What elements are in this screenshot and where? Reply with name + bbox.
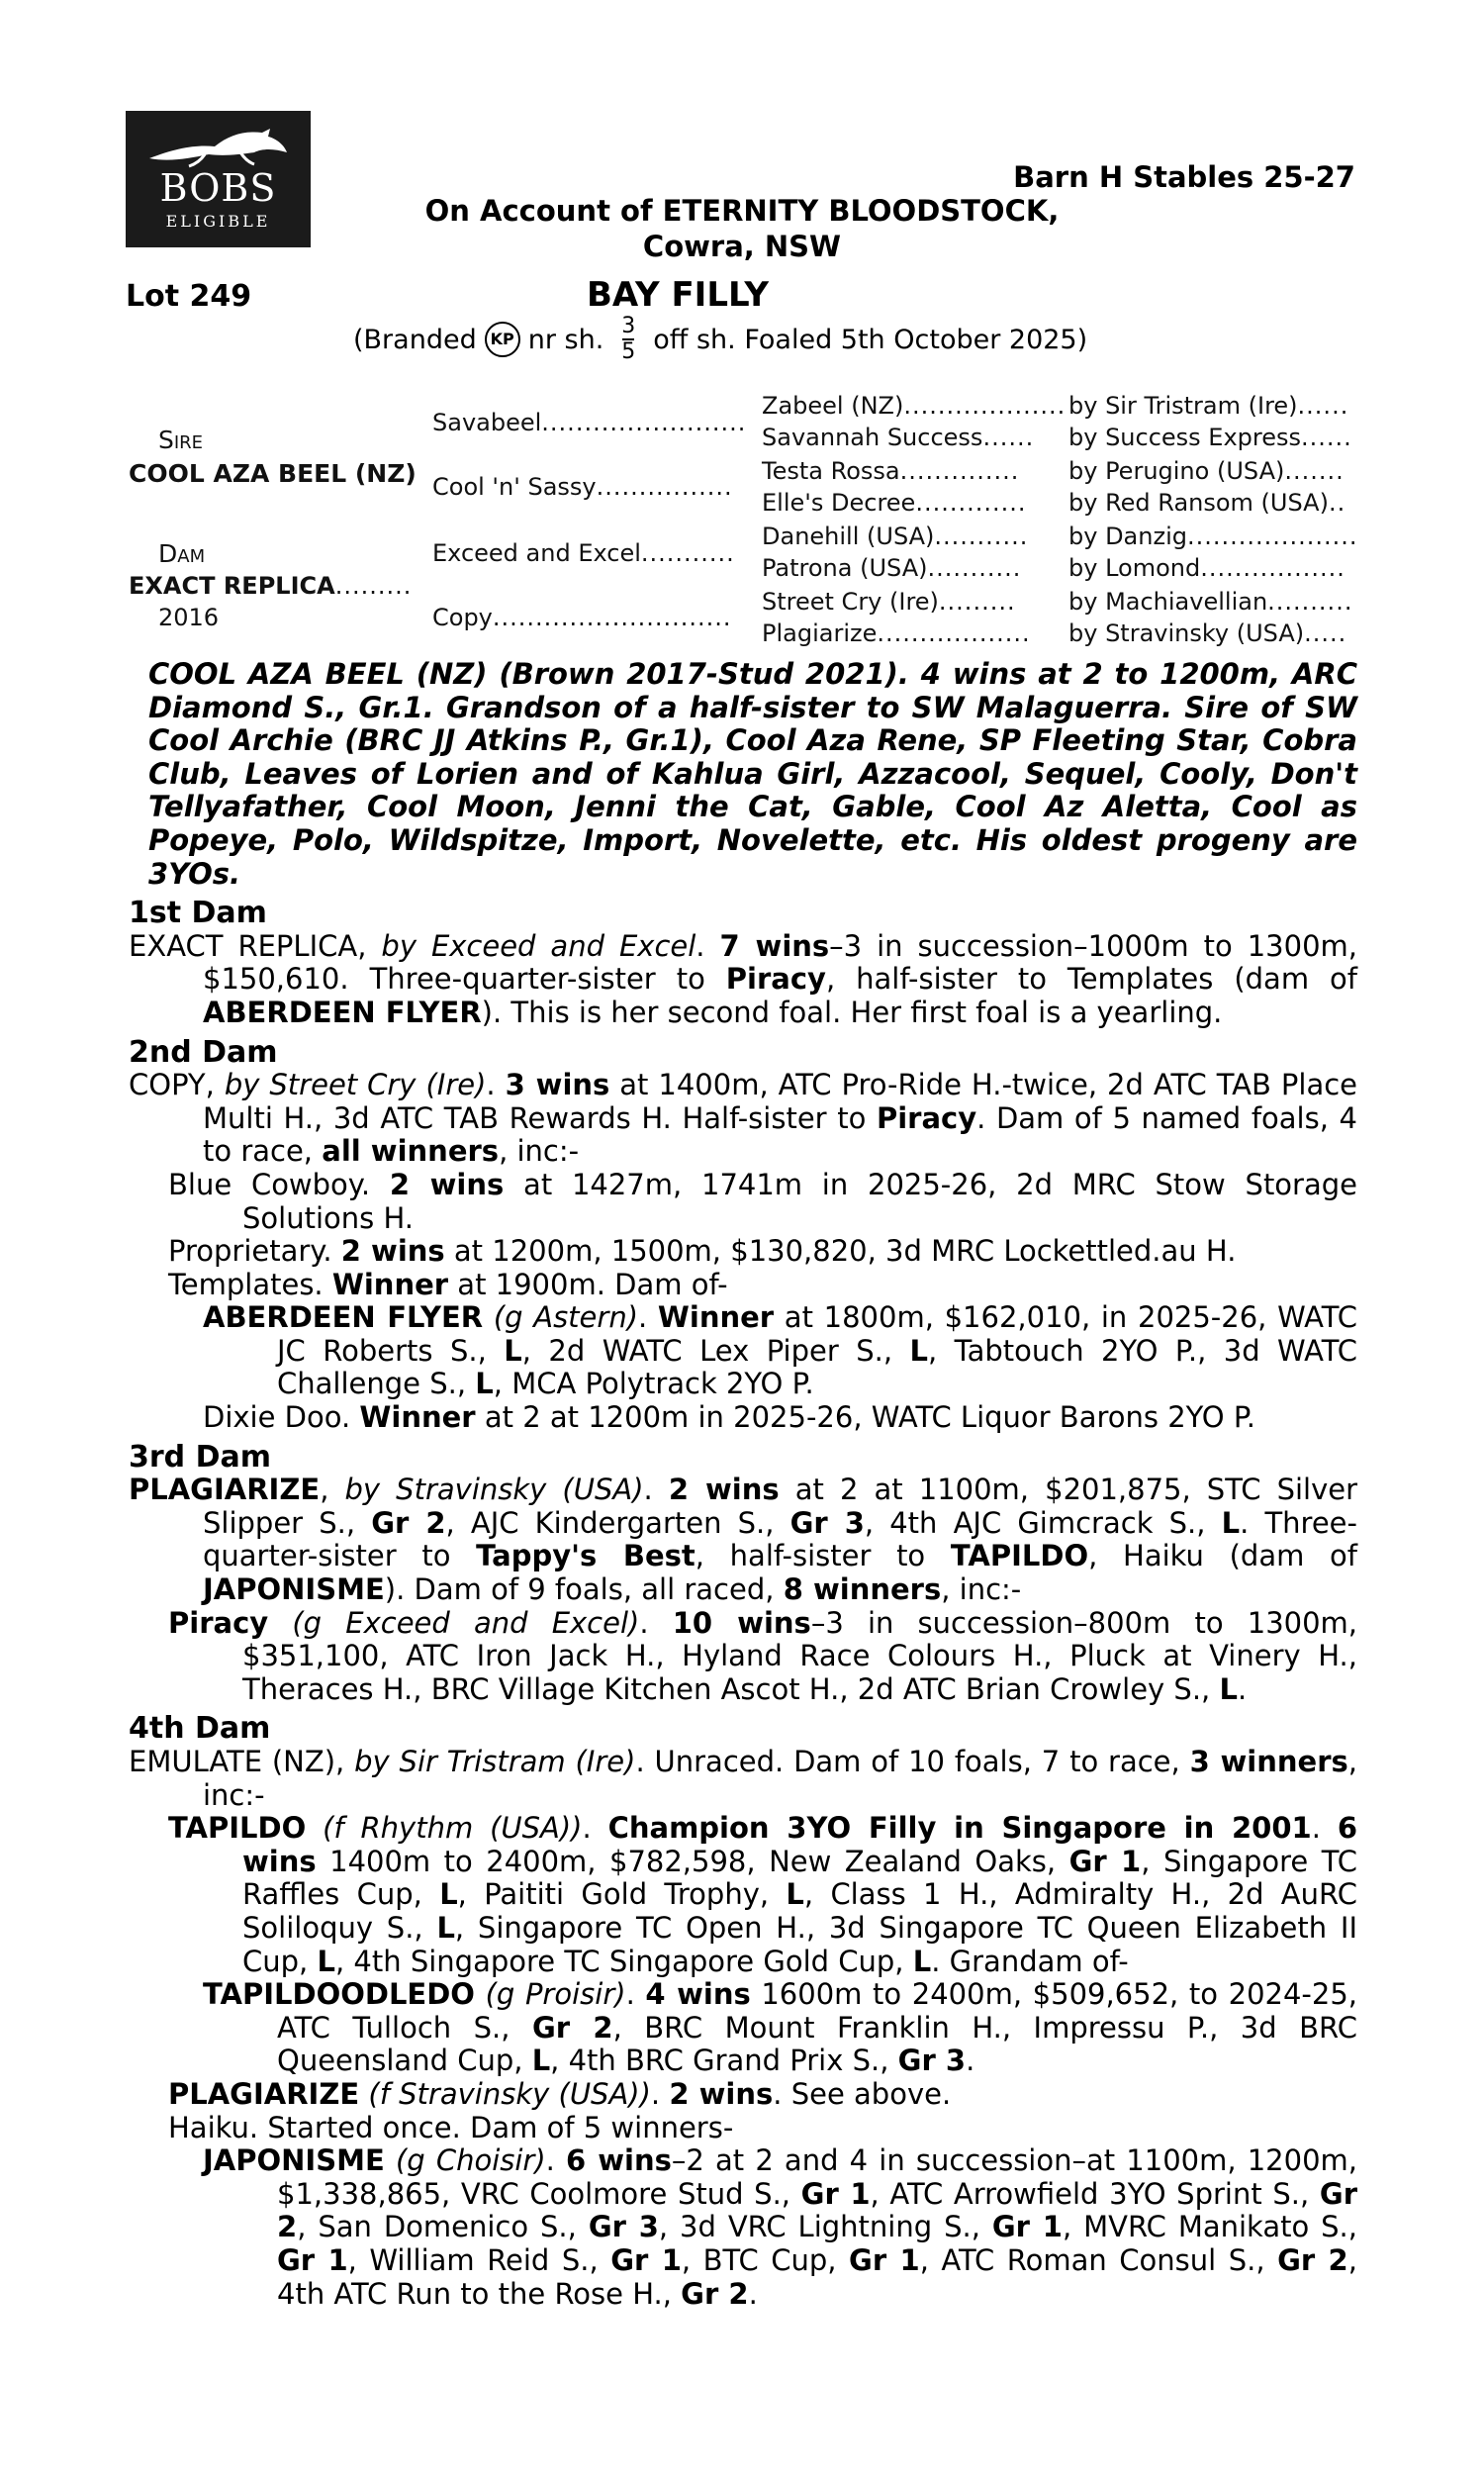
brand-post: off sh. Foaled 5th October 2025) — [653, 324, 1088, 355]
dam-sections — [129, 897, 1357, 2311]
pedigree-entry: TAPILDOODLEDO (g Proisir). 4 wins 1600m to 2400m, $509,652, to 2024-25, ATC Tulloch S., Gr 2, BRC Mount Franklin H., Impressu P., 3d BRC Queensland Cup, L, 4th BRC Grand Prix S., Gr 3. — [203, 1977, 1357, 2078]
sire-name: COOL AZA BEEL (NZ) — [129, 459, 417, 488]
gen3-3-sire: by Perugino (USA)....... — [1068, 457, 1345, 485]
gen3-4: Elle's Decree............. — [762, 489, 1027, 517]
lot-number: Lot 249 — [126, 279, 252, 314]
pedigree-entry: PLAGIARIZE (f Stravinsky (USA)). 2 wins. See above. — [168, 2076, 952, 2111]
section-heading: 1st Dam — [129, 896, 267, 931]
brand-fraction — [621, 315, 635, 364]
gen2-sire-dam: Cool 'n' Sassy................ — [432, 473, 733, 501]
brand-mark-icon: KP — [485, 322, 520, 357]
catalogue-body — [129, 658, 1357, 2311]
logo-brand-text: BOBS — [159, 166, 277, 210]
sire-note: COOL AZA BEEL (NZ) (Brown 2017-Stud 2021). 4 wins at 2 to 1200m, ARC Diamond S., Gr.1. Grandson of a half-sister to SW Malaguerra. Sire of SW Cool Archie (BRC JJ Atkins P., Gr.1), Cool Aza Rene, SP Fleeting Star, Cobra Club, Leaves of Lorien and of Kahlua Girl, Azzacool, Sequel, Cooly, Don't Tellyafather, Cool Moon, Jenni the Cat, Gable, Cool Az Aletta, Cool as Popeye, Polo, Wildspitze, Import, Novelette, etc. His oldest progeny are 3YOs. — [148, 657, 1357, 891]
section-heading: 3rd Dam — [129, 1439, 271, 1475]
gen2-dam-sire: Exceed and Excel........... — [432, 539, 735, 567]
pedigree-entry: Dixie Doo. Winner at 2 at 1200m in 2025-26, WATC Liquor Barons 2YO P. — [203, 1400, 1256, 1435]
pedigree-entry: EXACT REPLICA, by Exceed and Excel. 7 wins–3 in succession–1000m to 1300m, $150,610. Three-quarter-sister to Piracy, half-sister to Templates (dam of ABERDEEN FLYER). This is her second foal. Her first foal is a yearling. — [129, 928, 1357, 1029]
gen3-1-sire: by Sir Tristram (Ire)...... — [1068, 392, 1349, 420]
gen3-5: Danehill (USA)........... — [762, 523, 1029, 550]
gen3-4-sire: by Red Ransom (USA).. — [1068, 489, 1346, 517]
pedigree-entry: TAPILDO (f Rhythm (USA)). Champion 3YO Filly in Singapore in 2001. 6 wins 1400m to 2400m, $782,598, New Zealand Oaks, Gr 1, Singapore TC Raffles Cup, L, Paititi Gold Trophy, L, Class 1 H., Admiralty H., 2d AuRC Soliloquy S., L, Singapore TC Open H., 3d Singapore TC Queen Elizabeth II Cup, L, 4th Singapore TC Singapore Gold Cup, L. Grandam of- — [168, 1811, 1358, 1978]
pedigree-entry: Proprietary. 2 wins at 1200m, 1500m, $130,820, 3d MRC Lockettled.au H. — [168, 1234, 1237, 1269]
pedigree-entry: Haiku. Started once. Dam of 5 winners- — [168, 2110, 734, 2144]
brand-line — [353, 315, 1087, 364]
gen3-8: Plagiarize.................. — [762, 619, 1031, 647]
dam-label: Dam — [158, 539, 206, 568]
pedigree-entry: Templates. Winner at 1900m. Dam of- — [168, 1267, 728, 1301]
gen3-1: Zabeel (NZ)................... — [762, 392, 1067, 420]
pedigree-entry: PLAGIARIZE, by Stravinsky (USA). 2 wins at 2 at 1100m, $201,875, STC Silver Slipper S., Gr 2, AJC Kindergarten S., Gr 3, 4th AJC Gimcrack S., L. Three-quarter-sister to Tappy's Best, half-sister to TAPILDO, Haiku (dam of JAPONISME). Dam of 9 foals, all raced, 8 winners, inc:- — [129, 1473, 1358, 1607]
pedigree-entry: COPY, by Street Cry (Ire). 3 wins at 1400m, ATC Pro-Ride H.-twice, 2d ATC TAB Place Multi H., 3d ATC TAB Rewards H. Half-sister to Piracy. Dam of 5 named foals, 4 to race, all winners, inc:- — [129, 1068, 1358, 1169]
sire-label: Sire — [158, 426, 204, 454]
barn-location: Barn H Stables 25-27 — [1013, 160, 1355, 194]
lot-description: BAY FILLY — [587, 275, 769, 315]
horse-logo-icon — [145, 125, 291, 168]
vendor-location: Cowra, NSW — [642, 230, 842, 263]
brand-mid: nr sh. — [527, 324, 604, 355]
gen3-6-sire: by Lomond................. — [1068, 554, 1345, 582]
pedigree-entry: Blue Cowboy. 2 wins at 1427m, 1741m in 2025-26, 2d MRC Stow Storage Solutions H. — [168, 1167, 1357, 1235]
dam-name: EXACT REPLICA — [129, 572, 335, 600]
gen3-7: Street Cry (Ire)......... — [762, 588, 1016, 616]
section-heading: 2nd Dam — [129, 1034, 278, 1070]
gen3-5-sire: by Danzig.................... — [1068, 523, 1358, 550]
pedigree-entry: JAPONISME (g Choisir). 6 wins–2 at 2 and 4 in succession–at 1100m, 1200m, $1,338,865, VRC Coolmore Stud S., Gr 1, ATC Arrowfield 3YO Sprint S., Gr 2, San Domenico S., Gr 3, 3d VRC Lightning S., Gr 1, MVRC Manikato S., Gr 1, William Reid S., Gr 1, BTC Cup, Gr 1, ATC Roman Consul S., Gr 2, 4th ATC Run to the Rose H., Gr 2. — [203, 2143, 1357, 2311]
pedigree-entry: ABERDEEN FLYER (g Astern). Winner at 1800m, $162,010, in 2025-26, WATC JC Roberts S., L, 2d WATC Lex Piper S., L, Tabtouch 2YO P., 3d WATC Challenge S., L, MCA Polytrack 2YO P. — [203, 1300, 1358, 1401]
brand-pre: (Branded — [353, 324, 477, 355]
gen3-2: Savannah Success...... — [762, 424, 1035, 451]
gen2-sire-sire: Savabeel........................ — [432, 409, 747, 436]
logo-sub-text: ELIGIBLE — [165, 212, 271, 231]
gen3-8-sire: by Stravinsky (USA)..... — [1068, 619, 1347, 647]
gen3-7-sire: by Machiavellian.......... — [1068, 588, 1353, 616]
pedigree-entry: Piracy (g Exceed and Excel). 10 wins–3 in succession–800m to 1300m, $351,100, ATC Iron Jack H., Hyland Race Colours H., Pluck at Vinery H., Theraces H., BRC Village Kitchen Ascot H., 2d ATC Brian Crowley S., L. — [168, 1605, 1358, 1706]
gen3-6: Patrona (USA)........... — [762, 554, 1022, 582]
pedigree-entry: EMULATE (NZ), by Sir Tristram (Ire). Unraced. Dam of 10 foals, 7 to race, 3 winners, inc:- — [129, 1745, 1357, 1812]
gen3-2-sire: by Success Express...... — [1068, 424, 1352, 451]
brand-num: 3 — [621, 314, 636, 338]
section-heading: 4th Dam — [129, 1711, 271, 1747]
brand-den: 5 — [621, 339, 636, 364]
dam-year: 2016 — [158, 604, 220, 631]
dam-name-line: EXACT REPLICA......... — [129, 572, 413, 600]
vendor-account: On Account of ETERNITY BLOODSTOCK, — [424, 194, 1060, 228]
gen2-dam-dam: Copy............................ — [432, 604, 732, 631]
gen3-3: Testa Rossa.............. — [762, 457, 1020, 485]
